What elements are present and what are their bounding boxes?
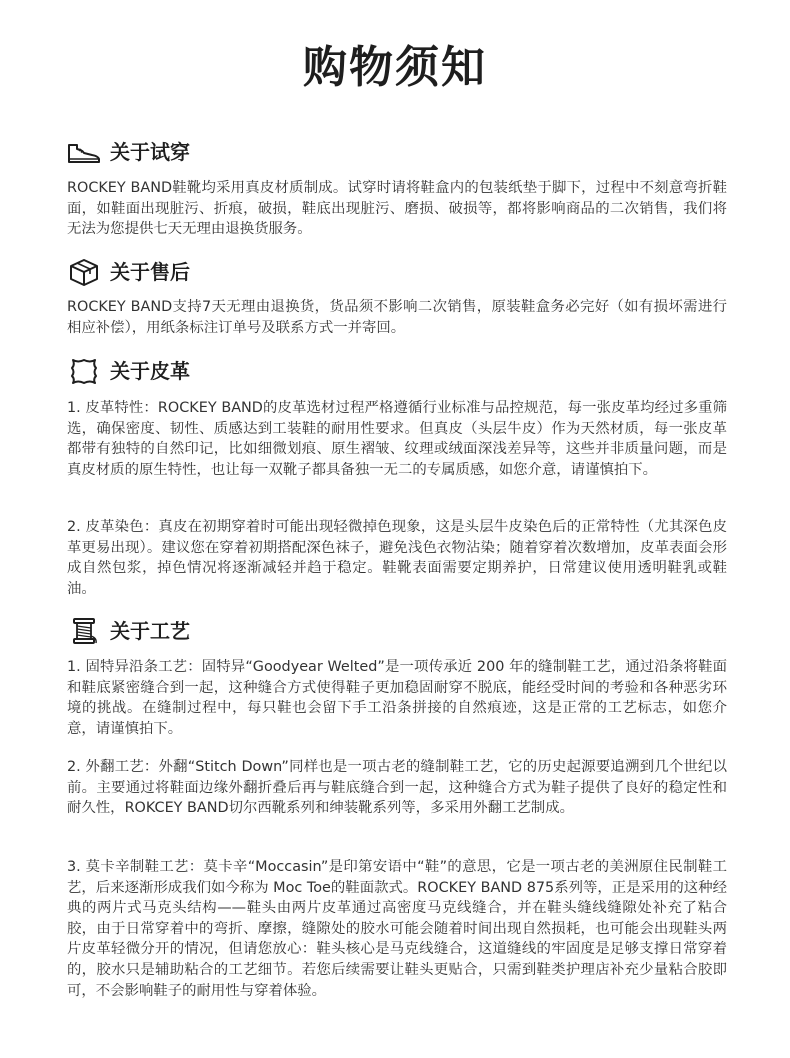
section-heading-try-on [66, 137, 190, 167]
section-heading-text: 关于售后 [110, 260, 190, 284]
section-heading-text: 关于试穿 [110, 140, 190, 164]
section-heading-text: 关于皮革 [110, 359, 190, 383]
section-paragraph: 2. 外翻工艺：外翻“Stitch Down”同样也是一项古老的缝制鞋工艺，它的历史起源要追溯到几个世纪以前。主要通过将鞋面边缘外翻折叠后再与鞋底缝合到一起，这种缝合方式为鞋子提供了良好的稳定性和耐久性，ROKCEY BAND切尔西靴系列和绅装靴系列等，多采用外翻工艺制成。 [67, 759, 727, 817]
shoe-icon [66, 137, 102, 167]
section-paragraph: 1. 固特异沿条工艺：固特异“Goodyear Welted”是一项传承近 200 年的缝制鞋工艺，通过沿条将鞋面和鞋底紧密缝合到一起，这种缝合方式使得鞋子更加稳固耐穿不脱底，能经受时间的考验和各种恶劣环境的挑战。在缝制过程中，每只鞋也会留下手工沿条拼接的自然痕迹，这是正常的工艺标志，如您介意，请谨慎拍下。 [67, 659, 727, 737]
section-paragraph: 1. 皮革特性：ROCKEY BAND的皮革选材过程严格遵循行业标准与品控规范，每一张皮革均经过多重筛选，确保密度、韧性、质感达到工装鞋的耐用性要求。但真皮（头层牛皮）作为天然材质，每一张皮革都带有独特的自然印记，比如细微划痕、原生褶皱、纹理或绒面深浅差异等，这些并非质量问题，而是真皮材质的原生特性，也让每一双靴子都具备独一无二的专属质感，如您介意，请谨慎拍下。 [67, 400, 727, 478]
section-heading-text: 关于工艺 [110, 619, 190, 643]
section-paragraph: ROCKEY BAND鞋靴均采用真皮材质制成。试穿时请将鞋盒内的包装纸垫于脚下，过程中不刻意弯折鞋面，如鞋面出现脏污、折痕，破损，鞋底出现脏污、磨损、破损等，都将影响商品的二次销售，我们将无法为您提供七天无理由退换货服务。 [67, 180, 727, 238]
section-heading-after-sales [66, 257, 190, 287]
box-icon [66, 257, 102, 287]
leather-icon [66, 356, 102, 386]
section-heading-leather [66, 356, 190, 386]
section-paragraph: 3. 莫卡辛制鞋工艺：莫卡辛“Moccasin”是印第安语中“鞋”的意思，它是一项古老的美洲原住民制鞋工艺，后来逐渐形成我们如今称为 Moc Toe的鞋面款式。ROCKEY BAND 875系列等，正是采用的这种经典的两片式马克头结构——鞋头由两片皮革通过高密度马克线缝合，并在鞋头缝线缝隙处补充了粘合胶，由于日常穿着中的弯折、摩擦，缝隙处的胶水可能会随着时间出现自然损耗，也可能会出现鞋头两片皮革轻微分开的情况，但请您放心：鞋头核心是马克线缝合，这道缝线的牢固度是足够支撑日常穿着的，胶水只是辅助粘合的工艺细节。若您后续需要让鞋头更贴合，只需到鞋类护理店补充少量粘合胶即可，不会影响鞋子的耐用性与穿着体验。 [67, 859, 727, 999]
section-paragraph: 2. 皮革染色：真皮在初期穿着时可能出现轻微掉色现象，这是头层牛皮染色后的正常特性（尤其深色皮革更易出现）。建议您在穿着初期搭配深色袜子，避免浅色衣物沾染；随着穿着次数增加，皮革表面会形成自然包浆，掉色情况将逐渐减轻并趋于稳定。鞋靴表面需要定期养护，日常建议使用透明鞋乳或鞋油。 [67, 519, 727, 597]
section-paragraph: ROCKEY BAND支持7天无理由退换货，货品须不影响二次销售，原装鞋盒务必完好（如有损坏需进行相应补偿），用纸条标注订单号及联系方式一并寄回。 [67, 299, 727, 336]
thread-spool-icon [66, 616, 102, 646]
page-title: 购物须知 [303, 42, 487, 93]
section-heading-craft [66, 616, 190, 646]
